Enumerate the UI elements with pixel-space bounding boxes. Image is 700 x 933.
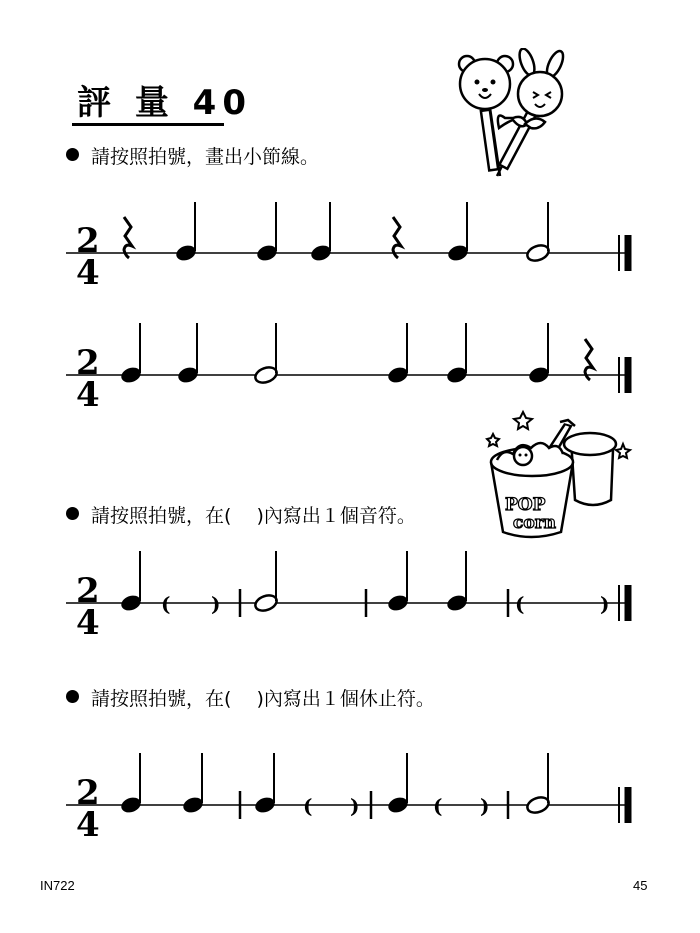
quarter-note [181, 753, 205, 815]
time-signature-bottom: 4 [76, 253, 100, 293]
time-signature-top: 2 [76, 221, 100, 261]
quarter-rest-icon [124, 217, 132, 258]
time-signature-top: 2 [76, 343, 100, 383]
bullet-icon [66, 690, 79, 703]
quarter-note [119, 551, 143, 613]
bear-bunny-lollipop-icon [455, 48, 585, 180]
quarter-note [174, 202, 198, 263]
time-signature-bottom: 4 [76, 805, 100, 845]
quarter-note [445, 551, 469, 613]
instruction-3 [66, 690, 435, 709]
time-signature-bottom: 4 [76, 603, 100, 643]
answer-paren-close: ) [480, 794, 490, 818]
quarter-note [446, 202, 470, 263]
time-signature-bottom: 4 [76, 375, 100, 415]
popcorn-bucket-icon [483, 400, 643, 540]
half-note [253, 323, 278, 385]
popcorn-label-bottom: corn [513, 513, 557, 533]
quarter-note [253, 753, 277, 815]
instruction-1 [66, 148, 319, 167]
exercise-staff-4 [0, 742, 700, 852]
quarter-rest-icon [393, 217, 401, 258]
instruction-text: 請按照拍號，在( )內寫出１個音符。 [91, 505, 416, 527]
quarter-note [176, 323, 200, 385]
answer-paren-close: ) [600, 592, 610, 616]
bullet-icon [66, 148, 79, 161]
title-underline [72, 123, 224, 126]
answer-paren-open: ( [161, 592, 171, 616]
answer-paren-open: ( [303, 794, 313, 818]
quarter-note [119, 753, 143, 815]
half-note [253, 551, 278, 613]
page-title: 評 量 40 [77, 83, 252, 123]
instruction-text: 請按照拍號，畫出小節線。 [91, 146, 320, 168]
instruction-text: 請按照拍號，在( )內寫出１個休止符。 [91, 688, 435, 710]
quarter-note [309, 202, 333, 263]
quarter-rest-icon [585, 339, 593, 380]
answer-paren-close: ) [211, 592, 221, 616]
answer-paren-open: ( [515, 592, 525, 616]
page-number: 45 [633, 878, 648, 893]
half-note [525, 753, 550, 815]
quarter-note [386, 323, 410, 385]
quarter-note [386, 753, 410, 815]
footer-code: IN722 [40, 878, 75, 893]
exercise-staff-3 [0, 540, 700, 650]
quarter-note [445, 323, 469, 385]
time-signature-top: 2 [76, 571, 100, 611]
answer-paren-close: ) [350, 794, 360, 818]
quarter-note [119, 323, 143, 385]
instruction-2 [66, 507, 416, 526]
quarter-note [386, 551, 410, 613]
time-signature-top: 2 [76, 773, 100, 813]
answer-paren-open: ( [433, 794, 443, 818]
half-note [525, 202, 550, 263]
quarter-note [255, 202, 279, 263]
quarter-note [527, 323, 551, 385]
exercise-staff-1 [0, 190, 700, 300]
bullet-icon [66, 507, 79, 520]
popcorn-label-top: POP [505, 495, 546, 515]
